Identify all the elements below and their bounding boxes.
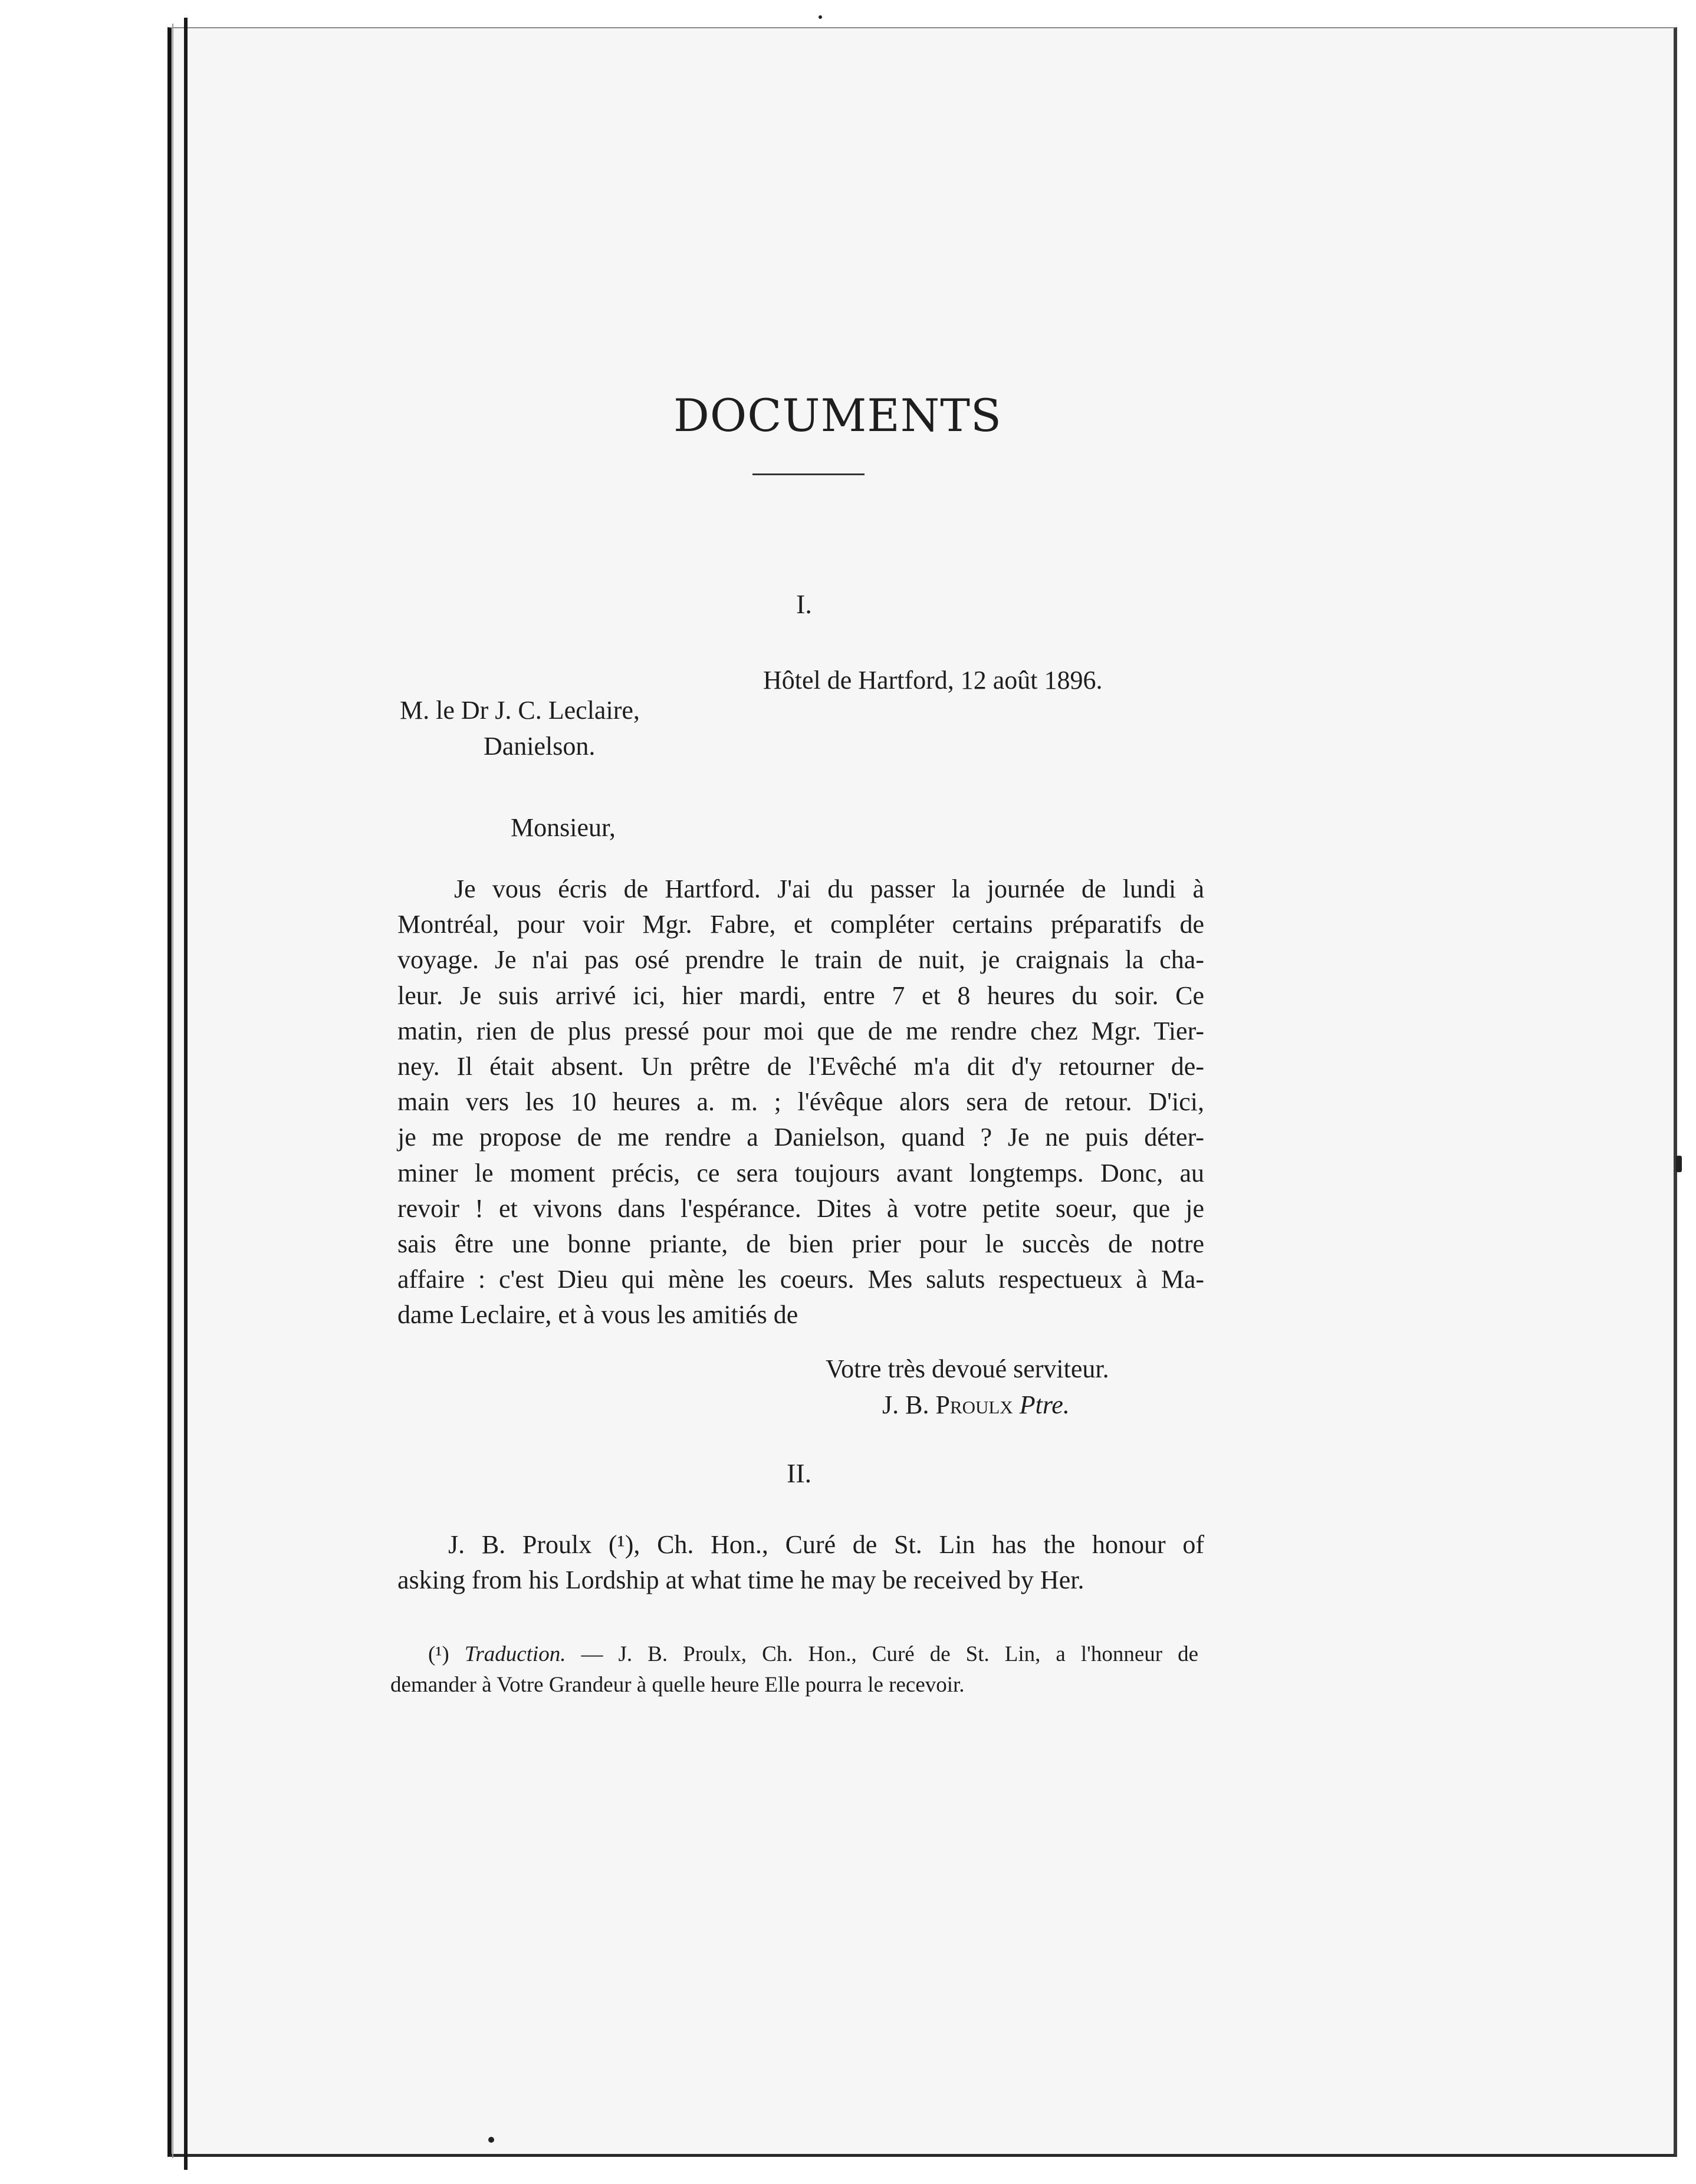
letter-line: affaire : c'est Dieu qui mène les coeurs. Mes saluts respectueux à Ma- [397, 1265, 1204, 1294]
letter-body [397, 871, 1204, 1333]
letter-line: sais être une bonne priante, de bien prier pour le succès de notre [397, 1229, 1204, 1258]
addressee-place: Danielson. [484, 732, 596, 761]
document-2-line: asking from his Lordship at what time he may be received by Her. [397, 1565, 1084, 1595]
salutation: Monsieur, [511, 813, 616, 842]
letter-line: ney. Il était absent. Un prêtre de l'Evêché m'a dit d'y retourner de- [397, 1051, 1204, 1081]
section-number-2: II. [787, 1458, 812, 1488]
letter-signature [882, 1387, 1070, 1423]
footnote-marker: (¹) [428, 1642, 449, 1666]
letter-line: leur. Je suis arrivé ici, hier mardi, entre 7 et 8 heures du soir. Ce [397, 981, 1204, 1010]
letter-closing: Votre très devoué serviteur. [826, 1354, 1109, 1383]
letter-line: matin, rien de plus pressé pour moi que de me rendre chez Mgr. Tier- [397, 1016, 1204, 1045]
letter-line: Je vous écris de Hartford. J'ai du passer la journée de lundi à [454, 874, 1204, 903]
addressee-name: M. le Dr J. C. Leclaire, [400, 696, 640, 725]
section-number-1: I. [796, 589, 812, 619]
document-2-line: J. B. Proulx (¹), Ch. Hon., Curé de St. Lin has the honour of [448, 1530, 1204, 1559]
document-2-body [397, 1527, 1204, 1598]
signature-title: Ptre. [1019, 1390, 1070, 1419]
footnote-label: Traduction. [464, 1642, 566, 1666]
footnote-text: — J. B. Proulx, Ch. Hon., Curé de St. Lin, a l'honneur de [581, 1642, 1199, 1666]
footnote-line: demander à Votre Grandeur à quelle heure Elle pourra le recevoir. [390, 1673, 965, 1697]
scan-speck [819, 15, 822, 19]
signature-name: J. B. Proulx [882, 1390, 1013, 1419]
binding-shadow [184, 18, 188, 2170]
scan-speck [1676, 1156, 1682, 1172]
footnote [390, 1639, 1198, 1701]
letter-line: je me propose de me rendre a Danielson, quand ? Je ne puis déter- [397, 1123, 1204, 1152]
letter-line: miner le moment précis, ce sera toujours avant longtemps. Donc, au [397, 1158, 1204, 1188]
dateline: Hôtel de Hartford, 12 août 1896. [763, 666, 1103, 695]
page-title: DOCUMENTS [673, 389, 1002, 442]
letter-line: dame Leclaire, et à vous les amitiés de [397, 1300, 798, 1330]
title-divider [752, 473, 865, 475]
footnote-line [390, 1639, 1198, 1670]
letter-line: main vers les 10 heures a. m. ; l'évêque alors sera de retour. D'ici, [397, 1087, 1204, 1117]
page-edge [172, 24, 173, 2158]
letter-line: Montréal, pour voir Mgr. Fabre, et compléter certains préparatifs de [397, 910, 1204, 939]
scan-speck [488, 2137, 494, 2143]
letter-line: revoir ! et vivons dans l'espérance. Dites à votre petite soeur, que je [397, 1193, 1204, 1223]
letter-line: voyage. Je n'ai pas osé prendre le train de nuit, je craignais la cha- [397, 945, 1204, 975]
